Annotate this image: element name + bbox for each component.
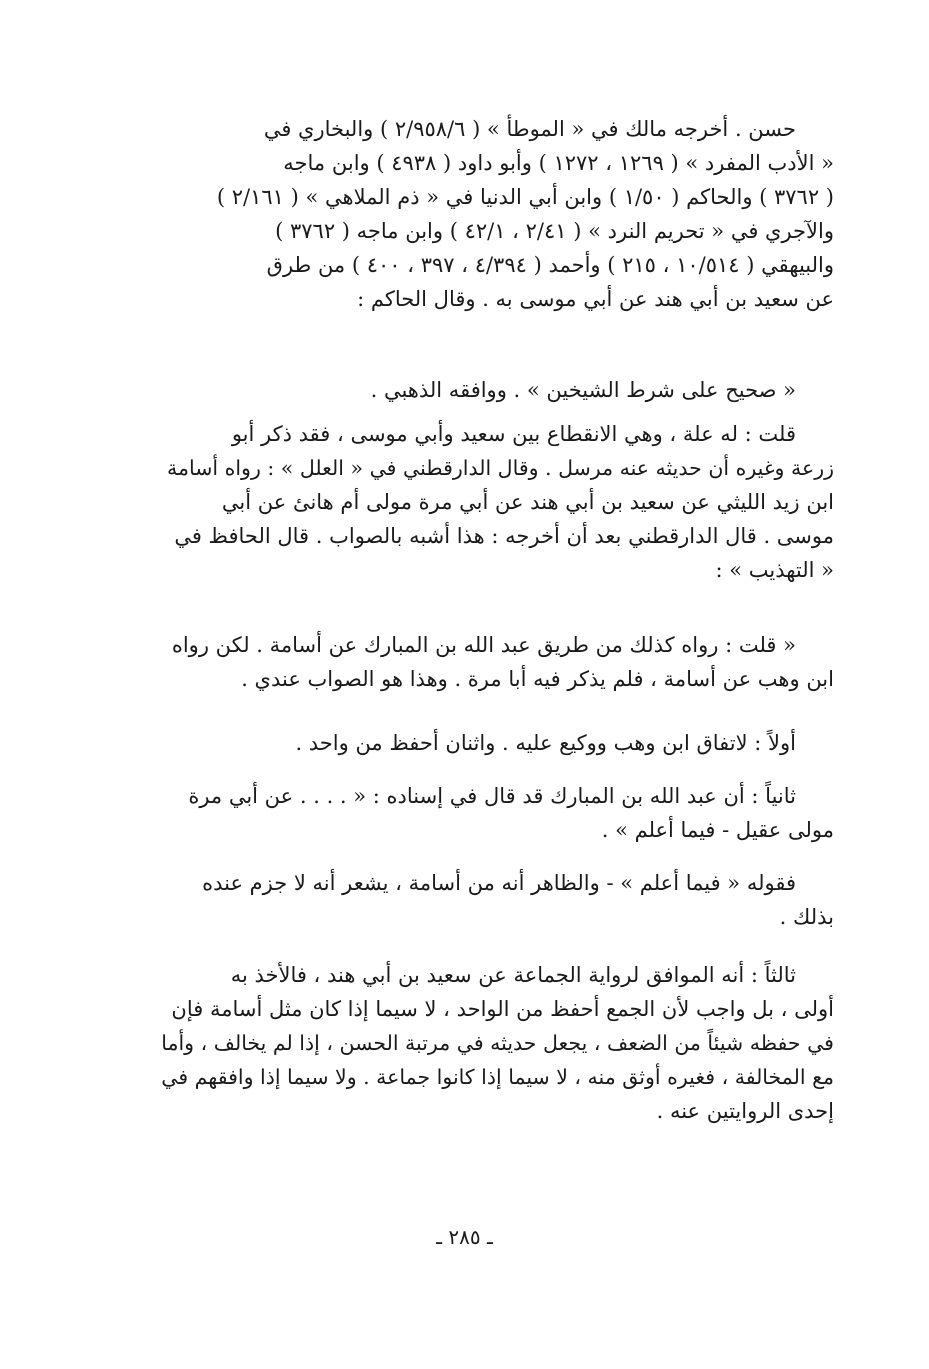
paragraph-hadith-takhrij	[154, 112, 834, 316]
page-number: ـ ٢٨٥ ـ	[436, 1225, 493, 1249]
text-line: ثانياً : أن عبد الله بن المبارك قد قال في إسناده : « . . . . عن أبي مرة	[188, 784, 796, 808]
text-line: عن سعيد بن أبي هند عن أبي موسى به . وقال الحاكم :	[357, 287, 834, 311]
text-line: قلت : له علة ، وهي الانقطاع بين سعيد وأبي موسى ، فقد ذكر أبو	[231, 422, 796, 446]
text-line: ابن زيد الليثي عن سعيد بن أبي هند عن أبي مرة مولى أم هانئ عن أبي	[221, 490, 834, 514]
paragraph-fa-qawluhu	[154, 866, 834, 934]
text-line: في حفظه شيئاً من الضعف ، يجعل حديثه في مرتبة الحسن ، إذا لم يخالف ، وأما	[161, 1031, 834, 1055]
text-line: أولاً : لاتفاق ابن وهب ووكيع عليه . واثنان أحفظ من واحد .	[295, 731, 796, 755]
paragraph-tahdhib-quote	[154, 628, 834, 696]
paragraph-first-reason	[154, 726, 834, 760]
text-line: « قلت : رواه كذلك من طريق عبد الله بن المبارك عن أسامة . لكن رواه	[171, 633, 796, 657]
text-line: زرعة وغيره أن حديثه عنه مرسل . وقال الدارقطني في « العلل » : رواه أسامة	[167, 456, 834, 480]
text-line: « صحيح على شرط الشيخين » . ووافقه الذهبي .	[370, 378, 796, 402]
text-line: بذلك .	[779, 905, 834, 929]
text-line: حسن . أخرجه مالك في « الموطأ » ( ٢/٩٥٨/٦ ) والبخاري في	[263, 117, 796, 141]
paragraph-third-reason	[154, 958, 834, 1128]
text-line: إحدى الروايتين عنه .	[656, 1099, 834, 1123]
text-line: والآجري في « تحريم النرد » ( ٢/٤١ ، ٤٢/١ ) وابن ماجه ( ٣٧٦٢ )	[275, 219, 834, 243]
text-line: « الأدب المفرد » ( ١٢٦٩ ، ١٢٧٢ ) وأبو داود ( ٤٩٣٨ ) وابن ماجه	[283, 151, 834, 175]
text-line: ابن وهب عن أسامة ، فلم يذكر فيه أبا مرة . وهذا هو الصواب عندي .	[241, 667, 834, 691]
paragraph-hakim-quote	[154, 373, 834, 407]
text-line: مع المخالفة ، فغيره أوثق منه ، لا سيما إذا كانوا جماعة . ولا سيما إذا وافقهم في	[161, 1065, 834, 1089]
paragraph-illah	[154, 417, 834, 587]
text-line: ( ٣٧٦٢ ) والحاكم ( ١/٥٠ ) وابن أبي الدنيا في « ذم الملاهي » ( ٢/١٦١ )	[216, 185, 834, 209]
text-line: « التهذيب » :	[715, 558, 834, 582]
paragraph-second-reason	[154, 779, 834, 847]
text-line: أولى ، بل واجب لأن الجمع أحفظ من الواحد ، لا سيما إذا كان مثل أسامة فإن	[171, 997, 834, 1021]
text-line: مولى عقيل - فيما أعلم » .	[601, 818, 834, 842]
text-line: موسى . قال الدارقطني بعد أن أخرجه : هذا أشبه بالصواب . قال الحافظ في	[174, 524, 834, 548]
text-line: فقوله « فيما أعلم » - والظاهر أنه من أسامة ، يشعر أنه لا جزم عنده	[202, 871, 796, 895]
text-line: والبيهقي ( ١٠/٥١٤ ، ٢١٥ ) وأحمد ( ٤/٣٩٤ ، ٣٩٧ ، ٤٠٠ ) من طرق	[266, 253, 834, 277]
text-line: ثالثاً : أنه الموافق لرواية الجماعة عن سعيد بن أبي هند ، فالأخذ به	[230, 963, 796, 987]
